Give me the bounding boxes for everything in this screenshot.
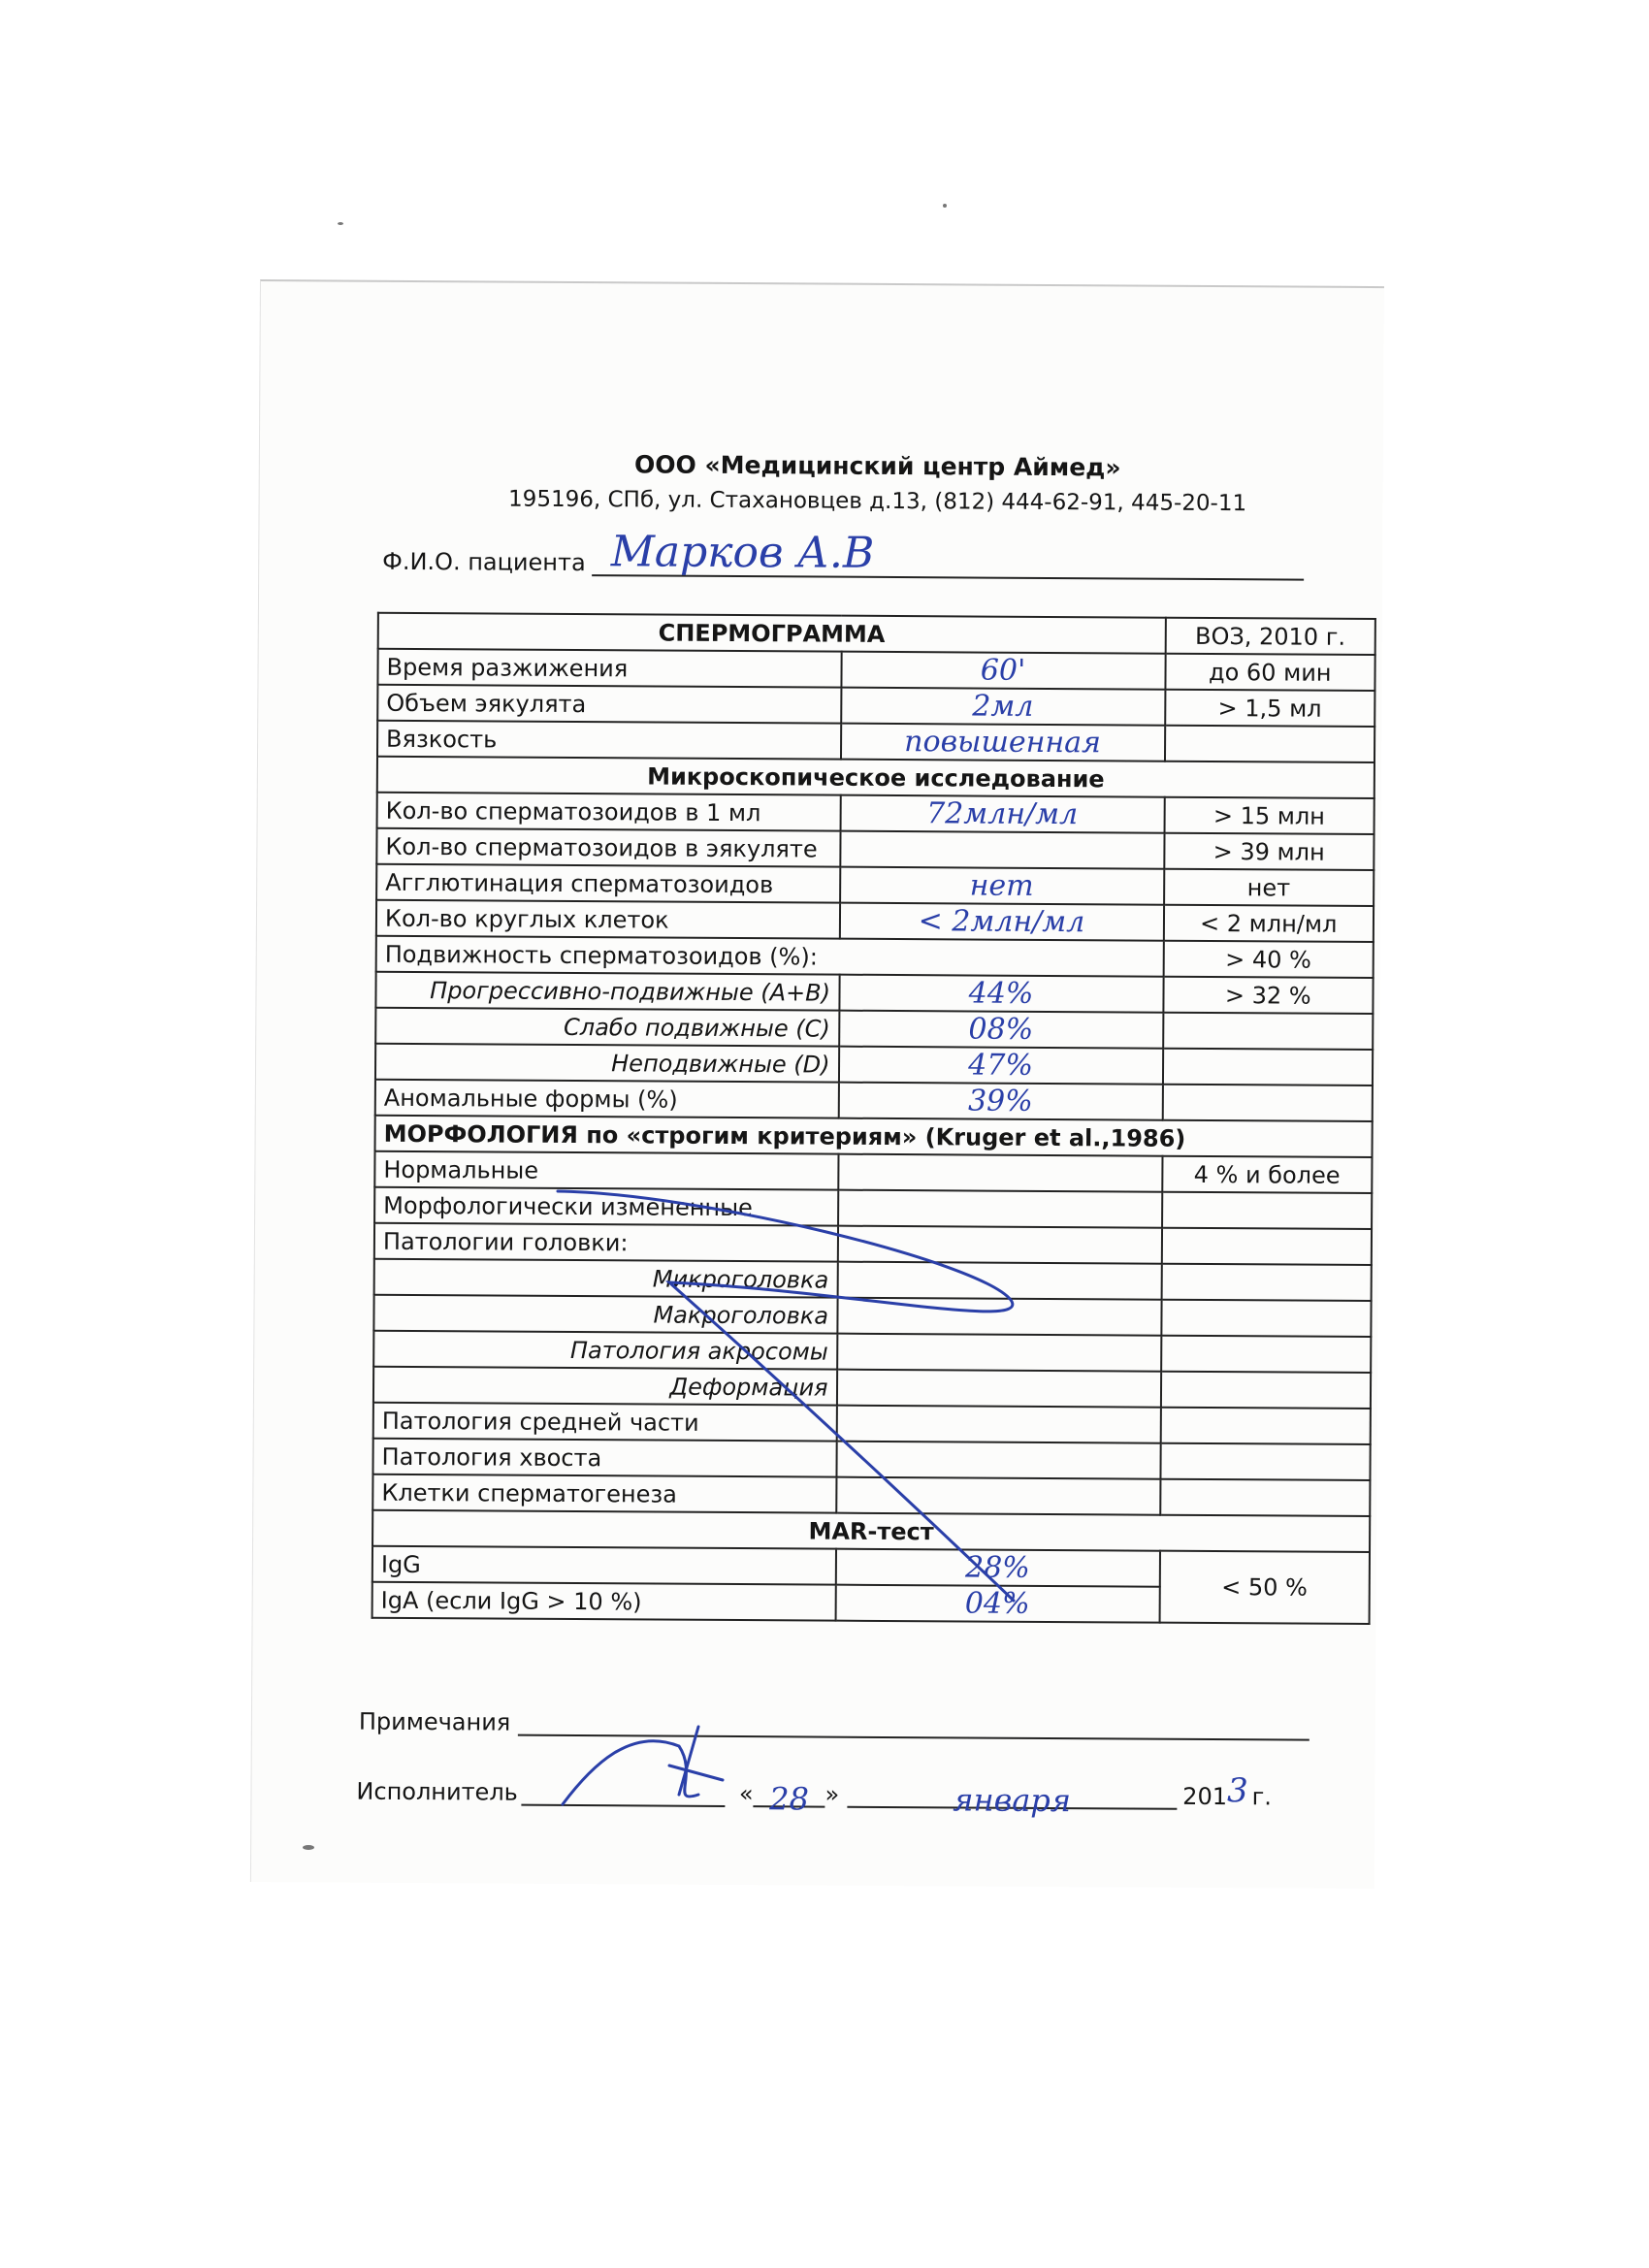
row-norm bbox=[1160, 1372, 1371, 1409]
row-label: Клетки сперматогенеза bbox=[372, 1474, 836, 1513]
row-label: Макроголовка bbox=[373, 1295, 837, 1334]
row-label: IgA (если IgG > 10 %) bbox=[372, 1582, 836, 1621]
row-value[interactable] bbox=[835, 1585, 1159, 1623]
micro-section-title: Микроскопическое исследование bbox=[377, 757, 1374, 798]
row-value[interactable] bbox=[841, 688, 1165, 726]
spermogram-table bbox=[372, 612, 1376, 1625]
row-norm: до 60 мин bbox=[1165, 654, 1375, 691]
row-label: Время разжижения bbox=[377, 649, 841, 688]
mar-section-title: MAR-тест bbox=[372, 1510, 1370, 1552]
year-suffix-handwritten: 3 bbox=[1226, 1771, 1248, 1811]
row-value-handwritten: 28% bbox=[964, 1550, 1030, 1585]
row-norm: > 32 % bbox=[1163, 977, 1374, 1014]
row-norm bbox=[1160, 1408, 1371, 1444]
row-norm bbox=[1162, 1085, 1373, 1121]
table-row bbox=[376, 936, 1374, 978]
table-row bbox=[373, 1295, 1371, 1337]
morph-title-rest: по «строгим критериям» (Kruger et al.,1986) bbox=[577, 1120, 1186, 1152]
abnormal-label: Аномальные формы (%) bbox=[375, 1080, 839, 1118]
org-address: 195196, СПб, ул. Стахановцев д.13, (812) 444-62-91, 445-20-11 bbox=[508, 486, 1247, 517]
day-handwritten: 28 bbox=[769, 1780, 809, 1818]
day-field[interactable] bbox=[753, 1780, 824, 1818]
row-value[interactable] bbox=[839, 975, 1163, 1013]
section-row bbox=[375, 1116, 1373, 1157]
row-norm bbox=[1164, 726, 1374, 762]
row-value[interactable] bbox=[840, 724, 1164, 761]
row-label: Прогрессивно-подвижные (А+В) bbox=[375, 972, 839, 1011]
quote-open: « bbox=[738, 1780, 754, 1808]
table-row bbox=[374, 1187, 1372, 1229]
table-title: СПЕРМОГРАММА bbox=[378, 613, 1166, 654]
patient-name-handwritten: Марков А.В bbox=[610, 527, 875, 578]
table-row bbox=[375, 1008, 1373, 1050]
section-row bbox=[377, 757, 1374, 798]
form-sheet bbox=[250, 279, 1384, 1889]
row-value[interactable] bbox=[838, 1047, 1162, 1085]
row-value[interactable] bbox=[837, 1334, 1161, 1372]
row-label: Патологии головки: bbox=[374, 1223, 838, 1262]
table-header-row bbox=[378, 613, 1375, 655]
row-label: Объем эякулята bbox=[377, 685, 841, 724]
row-value[interactable] bbox=[839, 1011, 1163, 1049]
table-row bbox=[374, 1151, 1372, 1193]
row-value[interactable] bbox=[835, 1549, 1159, 1587]
row-label: Микроголовка bbox=[374, 1259, 838, 1298]
scan-speck bbox=[943, 204, 947, 208]
row-label: Вязкость bbox=[377, 721, 841, 760]
notes-row bbox=[359, 1708, 1310, 1741]
table-row bbox=[374, 1223, 1372, 1265]
table-row bbox=[372, 1439, 1370, 1480]
row-value-handwritten: < 2млн/мл bbox=[918, 904, 1085, 940]
patient-label: Ф.И.О. пациента bbox=[382, 547, 586, 577]
table-row bbox=[376, 900, 1374, 942]
patient-name-field[interactable] bbox=[592, 527, 1305, 580]
row-label: Агглютинация сперматозоидов bbox=[376, 864, 840, 903]
row-value[interactable] bbox=[838, 1190, 1162, 1228]
table-row bbox=[375, 972, 1373, 1014]
row-label: IgG bbox=[372, 1546, 836, 1585]
table-row bbox=[375, 1080, 1373, 1121]
row-value-handwritten: 08% bbox=[968, 1012, 1034, 1047]
row-value[interactable] bbox=[836, 1370, 1160, 1408]
row-label: Нормальные bbox=[374, 1151, 838, 1190]
row-label: Патология акросомы bbox=[373, 1331, 837, 1370]
executor-row bbox=[356, 1757, 1326, 1820]
row-label: Неподвижные (D) bbox=[375, 1044, 839, 1083]
table-row bbox=[373, 1331, 1371, 1373]
row-value-handwritten: 44% bbox=[968, 976, 1034, 1011]
row-label: Слабо подвижные (С) bbox=[375, 1008, 839, 1047]
row-norm bbox=[1163, 1013, 1374, 1050]
section-row bbox=[372, 1510, 1370, 1552]
norm-header: ВОЗ, 2010 г. bbox=[1165, 618, 1375, 655]
row-value[interactable] bbox=[836, 1442, 1160, 1479]
row-value[interactable] bbox=[840, 831, 1164, 869]
row-value[interactable] bbox=[837, 1226, 1161, 1264]
executor-label: Исполнитель bbox=[356, 1777, 518, 1806]
notes-label: Примечания bbox=[358, 1707, 511, 1736]
table-row bbox=[374, 1259, 1372, 1301]
row-value[interactable] bbox=[839, 903, 1163, 941]
executor-signature-field[interactable] bbox=[522, 1779, 726, 1807]
row-norm bbox=[1160, 1443, 1371, 1480]
table-row bbox=[372, 1474, 1370, 1516]
table-row bbox=[375, 1044, 1373, 1085]
row-norm: > 15 млн bbox=[1164, 797, 1374, 834]
row-label: Кол-во сперматозоидов в 1 мл bbox=[377, 793, 841, 831]
row-value[interactable] bbox=[836, 1477, 1160, 1515]
mar-norm: < 50 % bbox=[1159, 1551, 1370, 1624]
row-norm bbox=[1161, 1264, 1372, 1301]
row-norm bbox=[1160, 1479, 1371, 1516]
table-row bbox=[373, 1403, 1371, 1444]
row-norm bbox=[1161, 1336, 1372, 1373]
motility-label: Подвижность сперматозоидов (%): bbox=[376, 936, 1164, 977]
quote-close: » bbox=[824, 1780, 840, 1808]
row-value-handwritten: нет bbox=[969, 868, 1034, 903]
row-norm: < 2 млн/мл bbox=[1163, 905, 1374, 942]
notes-field[interactable] bbox=[518, 1709, 1310, 1741]
abnormal-value-handwritten: 39% bbox=[967, 1084, 1033, 1118]
row-norm bbox=[1161, 1300, 1372, 1337]
year-unit: г. bbox=[1251, 1783, 1273, 1811]
row-norm: > 39 млн bbox=[1164, 833, 1374, 870]
row-label: Кол-во круглых клеток bbox=[376, 900, 840, 939]
row-value-handwritten: 60' bbox=[980, 653, 1026, 688]
row-norm bbox=[1161, 1228, 1372, 1265]
row-value-handwritten: 04% bbox=[964, 1586, 1030, 1621]
row-value-handwritten: 72млн/мл bbox=[926, 796, 1079, 832]
motility-norm: > 40 % bbox=[1163, 941, 1374, 978]
row-value-handwritten: 47% bbox=[968, 1048, 1034, 1083]
morph-section-title bbox=[375, 1116, 1373, 1157]
abnormal-value[interactable] bbox=[838, 1083, 1162, 1120]
row-label: Кол-во сперматозоидов в эякуляте bbox=[376, 828, 840, 867]
row-value[interactable] bbox=[840, 867, 1164, 905]
row-value[interactable] bbox=[841, 652, 1165, 690]
year-prefix: 201 bbox=[1182, 1782, 1228, 1811]
row-norm bbox=[1162, 1049, 1373, 1085]
table-row bbox=[377, 793, 1374, 834]
row-norm bbox=[1162, 1192, 1373, 1229]
table-row bbox=[377, 721, 1374, 762]
table-row bbox=[372, 1546, 1370, 1588]
month-field[interactable] bbox=[847, 1781, 1177, 1820]
row-norm: нет bbox=[1164, 869, 1374, 906]
patient-row bbox=[382, 527, 1304, 581]
table-row bbox=[377, 685, 1374, 727]
morph-title-bold: МОРФОЛОГИЯ bbox=[383, 1119, 578, 1149]
row-value-handwritten: 2мл bbox=[972, 689, 1034, 724]
org-name: ООО «Медицинский центр Аймед» bbox=[634, 450, 1121, 482]
month-handwritten: января bbox=[953, 1781, 1072, 1820]
row-label: Патология хвоста bbox=[372, 1439, 836, 1477]
row-value-handwritten: повышенная bbox=[904, 725, 1102, 761]
row-norm: 4 % и более bbox=[1162, 1156, 1373, 1193]
row-norm: > 1,5 мл bbox=[1165, 690, 1375, 727]
scan-speck bbox=[338, 222, 343, 225]
table-row bbox=[377, 649, 1374, 691]
row-value[interactable] bbox=[838, 1154, 1162, 1192]
row-value[interactable] bbox=[836, 1406, 1160, 1443]
row-value[interactable] bbox=[837, 1298, 1161, 1336]
row-value[interactable] bbox=[840, 795, 1164, 833]
scan-speck bbox=[303, 1845, 314, 1850]
row-label: Патология средней части bbox=[373, 1403, 837, 1442]
table-row bbox=[376, 864, 1374, 906]
row-label: Деформация bbox=[373, 1367, 837, 1406]
table-row bbox=[376, 828, 1374, 870]
row-label: Морфологически измененные bbox=[374, 1187, 838, 1226]
row-value[interactable] bbox=[837, 1262, 1161, 1300]
table-row bbox=[373, 1367, 1371, 1409]
